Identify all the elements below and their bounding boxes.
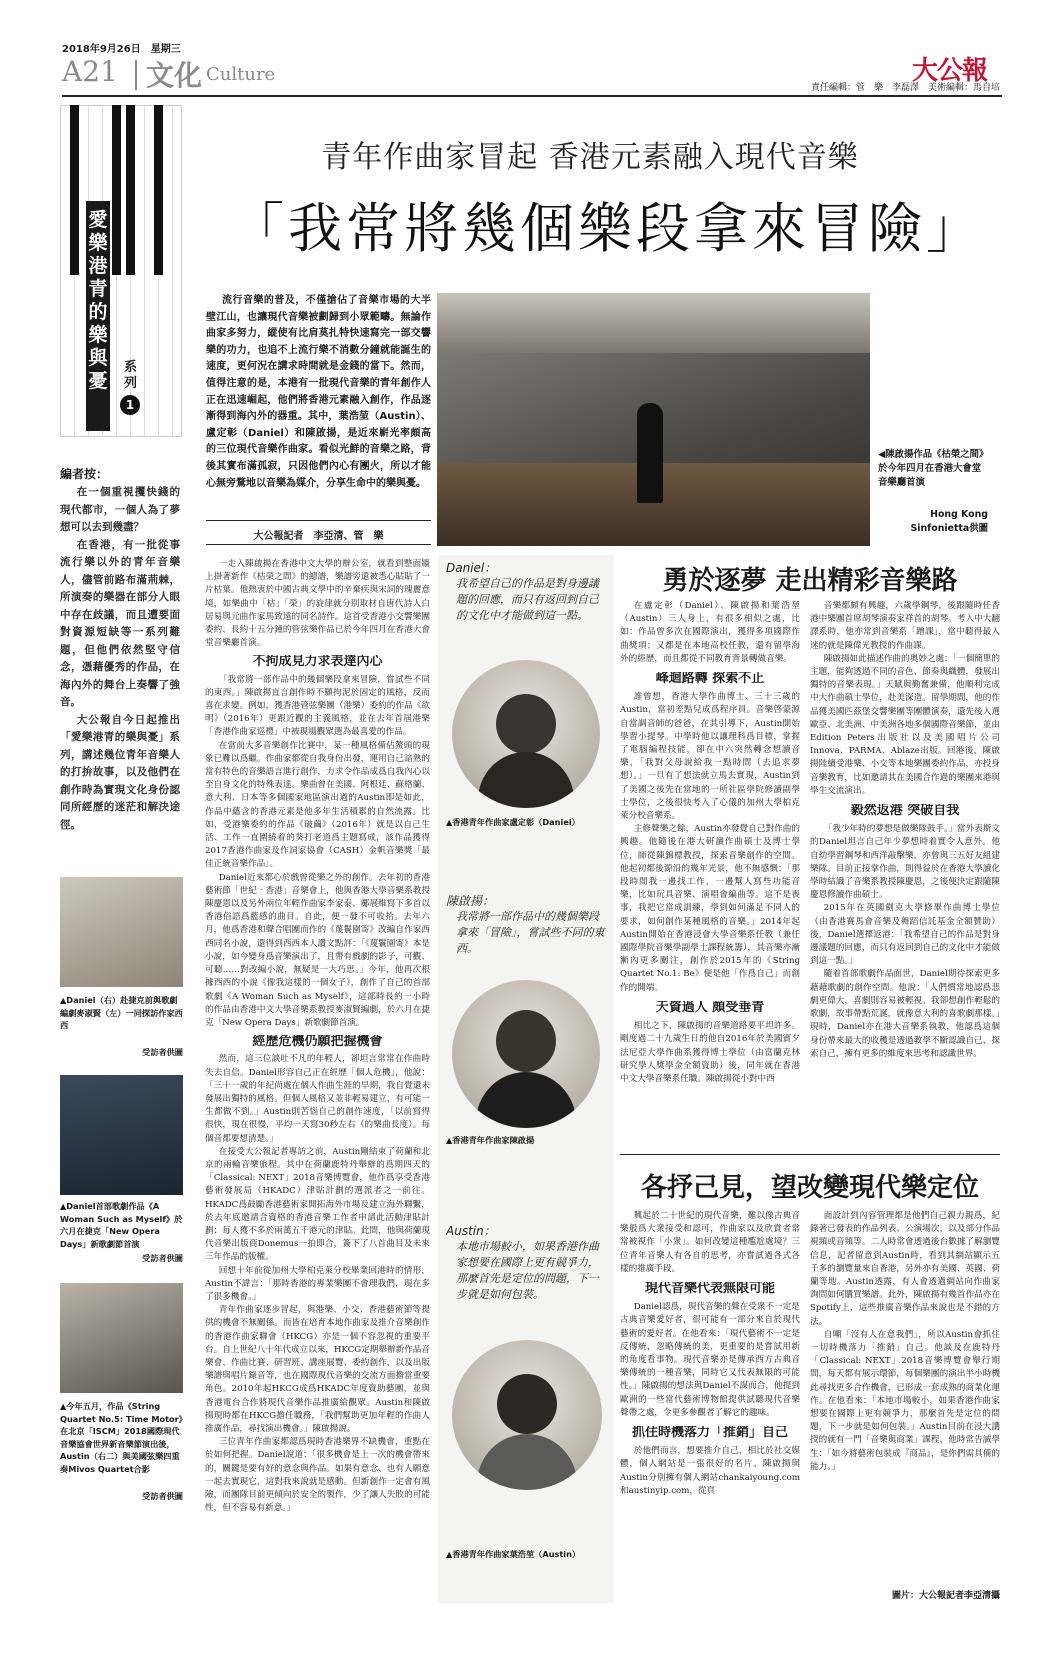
article-subheading: 天資過人 頗受垂青 (655, 1000, 765, 1015)
photo-caption: ▲Daniel首部歌劇作品《A Woman Such as Myself》於六月在捷克「New Opera Days」新歌劇節首演 (60, 1201, 183, 1249)
photo-caption: ▲Daniel（右）赴捷克前與歌劇編劇麥淑賢（左）一同探訪作家西西 (60, 995, 183, 1030)
article-paragraph: 在盧定彰（Daniel）、陳啟揚和葉浩堃（Austin）三人身上，有很多相似之處，比如：作品曾多次在國際演出，獲得多項國際作曲獎項；又都是在本地高校任教，還有留學海外的經歷，而且都從不同教育背景轉做音樂。 (620, 601, 800, 664)
quote-box-chan (446, 893, 606, 968)
piano-black-key (126, 105, 135, 275)
quote-text: 本地市場較小，如果香港作曲家想要在國際上更有競爭力，那麼首先是定位的問題，下一步就是如何包裝。 (456, 1240, 599, 1301)
portrait-figure (496, 694, 556, 754)
lead-text: 流行音樂的普及，不僅搶佔了音樂市場的大半壁江山，也讓現代音樂被劃歸到小眾範疇。無論作曲家多努力，縱使有比肩莫扎特快速寫完一部交響樂的功力，也追不上流行樂不消數分鐘就能誕生的速度，更何況在講求時間就是金錢的當下。然而，值得注意的是，本港有一批現代音樂的青年創作人正在迅速崛起，他們將香港元素融入創作，作品逐漸得到海內外的器重。其中，葉浩堃（Austin）、盧定彰（Daniel）和陳啟揚，是近來嶄光率頗高的三位現代音樂作曲家。看似光鮮的音樂之路，背後其實布滿孤寂，只因他們內心有團火，所以才能心無旁騖地以音樂為媒介，分享生命中的樂與憂。 (206, 295, 431, 489)
lead-paragraph (206, 293, 431, 503)
main-article-column (205, 558, 430, 1598)
main-photo-credit: Hong Kong Sinfonietta供圖 (910, 509, 988, 534)
editor-note-paragraph: 在香港，有一批從事流行樂以外的青年音樂人，儘管前路布滿荊棘，所演奏的樂器在部分人眼中存在歧議，而且遭要面對資源短缺等一系列難題，但他們依然堅守信念，憑藉優秀的作品，在海內外的舞台上奏響了強音。 (60, 538, 180, 708)
issue-date: 2018年9月26日 星期三 (62, 44, 181, 55)
portrait-austin (452, 1340, 602, 1490)
piano-black-key (154, 105, 163, 275)
photo-caption: ▲今年五月，作品《String Quartet No.5: Time Motor》在北京「ISCM」2018國際現代音樂協會世界新音樂節演出後，Austin（右二）與美國弦樂四重奏Mivos Quartet合影 (60, 1401, 183, 1474)
article-subheading: 不拘成見力求表達內心 (252, 655, 383, 669)
photo-credit: 受訪者供圖 (142, 1047, 183, 1057)
masthead-rule (62, 95, 1002, 97)
article3-column-left (620, 1210, 800, 1600)
brand-logo: 大公報 (912, 56, 988, 86)
article-paragraph: 隨着首部歌劇作品面世，Daniel期待探索更多藉藉歌劇的創作空間。他說：「人們慣常地認爲悲劇更偉大，喜劇則容易被輕視。我卻想創作輕鬆的歌劇，故事帶點荒誕，就像意大利的喜歌劇那樣。」現時，Daniel亦在港大音樂系執教，他認爲這個身份帶來最大的收穫是透過教學不斷認識自己、探索自己，擁有更多的維度來思考和認識世界。 (810, 969, 1000, 1059)
article-paragraph: 陳啟揚如此描述作曲的奧妙之處：「一個簡單的主題，能夠透過不同的音色、節奏與織體，發展出獨特的音樂表現。」天賦與勤奮兼備，他順利完成中大作曲碩士學位，赴美深造。留學期間，他的作品獲美國匹茲堡交響樂團等團體演奏，還先後入選歐亞、北美洲、中美洲各地多個國際音樂節，並由Edition Peters出版社以及美國唱片公司Innova、PARMA、Ablaze出版。回港後，陳啟揚陸續受港樂、小交等本地樂團委約作品，亦投身音樂教育，比如邀請其在美國合作過的樂團來港與學生交流演出。 (810, 653, 1000, 796)
byline: 大公報記者 李亞清、管 樂 (253, 531, 384, 542)
article-paragraph: 面設計到內容管理都是他們自己親力親爲，紀錄著已發表的作品列表、公演場次，以及部分作品視頻或音頻等。二人時常會透過後台數據了解瀏覽信息，記者留意到Austin時，看到其網站顯示五千多的瀏覽量來自香港，另外亦有美國、英國、荷蘭等地。Austin透露，有人會透過網站向作曲家詢問如何購買樂譜。此外，陳啟揚有幾首作品亦在Spotify上，這些推廣音樂作品來說也是不錯的方法。 (810, 1211, 1000, 1327)
article2-column-right (810, 600, 1000, 1145)
headline-main: 「我常將幾個樂段拿來冒險」 (230, 197, 984, 260)
article-paragraph: 2015年在英國劍克大學修畢作曲博士學位（由香港賽馬會音樂及舞蹈信託基金全額贊助）後，Daniel選擇返港：「我希望自己的作品是對身邊議題的回應，而只有返回到自己的文化中才能做到這一點。」 (810, 903, 1000, 967)
article-paragraph: 「我少年時的夢想是做樂隊鼓手。」當外表斯文的Daniel坦言自己年少夢想時着實令人意外。他自幼學習鋼琴和西洋敲擊樂，亦曾與三五好友組建樂隊。目前正接掌作曲，則得益於在香港大學讀化學時結識了音樂系教授陳慶恩，之後便決定跟隨陳慶恩修讀作曲碩士。 (810, 824, 1000, 901)
article-paragraph: 然而，這三位談吐不凡的年輕人，卻坦言常常在作曲時失去自信。Daniel形容自己正在經歷「個人危機」，他說：「三十一歲的年紀尚處在個人作曲生涯的早期，我自覺還未發展出獨特的風格。但個人風格又並非輕易建立，有可能一生都做不到。」Austin則苦惱自己的創作速度，「以前寫得很快，現在很慢，平均一天寫30秒左右（的樂曲長度）。每個音都要想清楚。」 (205, 1054, 430, 1144)
article-paragraph: 回想十年前從加州大學柏克萊分校畢業回港時的情形，Austin不諱言：「那時香港的專業樂團不會理我們，現在多了很多機會。」 (205, 1265, 430, 1302)
series-number: 1 (120, 395, 140, 415)
photo-credit-footer: 圖片：大公報記者李亞清攝 (891, 1591, 1000, 1601)
article-paragraph: 自嘲「沒有人在意我們」，所以Austin會抓住一切時機落力「推銷」自己。他談及在鹿特丹「Classical: NEXT」2018音樂博覽會舉行期間，每天都有展示環節，每個樂團的演出半小時機此尋找更多合作機會，已形成一套成熟的商業化運作。在他看來：「本地市場較小，如果香港作曲家想要在國際上更有競爭力，那麼首先是定位的問題，下一步就是如何包裝。」Austin目前在浸大講授的就有一門「音樂與商業」課程，他時常告誡學生：「如今將藝術包裝成『商品』，是你們需具備的能力。」 (810, 1329, 1000, 1472)
article2-title: 勇於逐夢 走出精彩音樂路 (662, 566, 958, 596)
portrait-daniel (452, 660, 600, 808)
editor-note-paragraph: 大公報自今日起推出「愛樂港青的樂與憂」系列，講述幾位青年音樂人的打拚故事，以及他們在創作時為實現文化身份認同所經歷的迷茫和解決途徑。 (60, 713, 180, 831)
photo-opera-performance (60, 1075, 183, 1195)
article-subheading: 峰迴路轉 探索不止 (655, 672, 765, 686)
editor-note-heading: 編者按： (60, 467, 109, 481)
quote-box-daniel (446, 560, 606, 648)
article-paragraph: 相比之下，陳啟揚的音樂道路要平坦許多。剛度過二十九歲生日的他自2016年於美國賓夕法尼亞大學作曲系獲得博士學位（由富蘭克林研究學人獎學金全額資助）後，同年就在香港中文大學音樂系任職。陳啟揚從小對中西 (620, 1021, 800, 1084)
quote-text: 我常將一部作品中的幾個樂段拿來「冒險」，嘗試些不同的東西。 (456, 910, 605, 955)
series-label: 系列 (124, 360, 138, 391)
portrait-caption: ▲香港青年作曲家盧定彰（Daniel） (446, 817, 580, 827)
article-subheading: 經歷危機仍願把握機會 (252, 1035, 383, 1049)
byline-rule (206, 520, 431, 521)
section-name-cn: 文化 (146, 59, 203, 92)
editor-note-paragraph: 在一個重視攫快錢的現代都市，一個人為了夢想可以去到幾盡？ (60, 486, 180, 533)
quote-speaker: Austin： (446, 1224, 496, 1238)
portrait-figure-body (478, 752, 574, 808)
audience-lights (437, 293, 870, 353)
photo-mivos-quartet (60, 1283, 183, 1393)
portrait-chan-kai-young (452, 980, 600, 1128)
main-photo-caption: ◀陳啟揚作品《枯榮之間》於今年四月在香港大會堂音樂廳首演 (878, 449, 984, 488)
quote-speaker: Daniel： (446, 561, 497, 575)
headline-kicker: 青年作曲家冒起 香港元素融入現代音樂 (321, 140, 859, 175)
section-name-en: Culture (206, 64, 276, 85)
portrait-figure-body (477, 1434, 577, 1490)
portrait-caption: ▲香港青年作曲家陳啟揚 (446, 1135, 535, 1145)
photo-credit: 受訪者供圖 (142, 1491, 183, 1501)
masthead-divider (135, 60, 137, 90)
article-paragraph: 主修聲樂之餘，Austin亦發覺自己對作曲的興趣。他隨後在港大研讀作曲碩士及博士學位，師從陳錦標教授，探索音樂創作的空間。他起初都後源沿的幾年光景，他不無感慨：「那段時間我一邊找工作，一邊幫人寫些功能音樂，比如玩具音樂、演唱會編曲等。這不是喪事，我把它當成訓練，學到如何滿足不同人的要求，如何創作某種風格的音樂。」2014年起Austin開始在香港浸會大學音樂系任教（兼任國際學院音樂學副學士課程統籌），其音樂亦漸漸內更多關注，創作於2015年的《String Quartet No.1: Be》便是他「作爲自己」而創作的開端。 (620, 824, 800, 993)
article-paragraph: 在接受大公報記者專訪之前，Austin剛結束了荷蘭和北京的兩輪音樂旅程。其中在荷蘭鹿特丹舉辦的爲期四天的「Classical: NEXT」2018音樂博覽會，他作爲享受香港藝術發展局（HKADC）津貼計劃的選派者之一前往。HKADC爲鼓勵香港藝術家開拓海外市場及建立海外聯繫，於去年底邀請合資格的香港音樂工作者申請此活動津貼計劃；每人獲不多於兩萬五千港元的津貼。此間，他與荷蘭現代音樂出版商Donemus一拍即合，簽下了八首曲目及未來三年作品的版權。 (205, 1146, 430, 1263)
quote-text: 我希望自己的作品是對身邊議題的回應，而只有返回到自己的文化中才能做到這一點。 (456, 577, 599, 622)
editor-credits: 責任編輯：管 樂 李磊澤 美術編輯：馬自培 (810, 83, 1000, 93)
article3-column-right (810, 1210, 1000, 1588)
series-logo (60, 105, 180, 460)
article-paragraph: Daniel認爲，現代音樂的聲在受衆不一定是古典音樂愛好者，很可能有一部分來自於現代藝術的愛好者。在他看來：「現代藝術不一定是反傳統，忽略傳統的美，更重要的是嘗試用新的角度看事物。現代音樂亦是傳承西方古典音樂傳統的一種音樂，同時它又代表無限的可能性。」陳啟揚的想法與Daniel不謀而合，他提到歐洲的一些當代藝術博物館提供試聽現代音樂聲帶之處，令更多參觀者了解它的趣味。 (620, 1302, 800, 1418)
article-subheading: 抓住時機落力「推銷」自己 (631, 1426, 788, 1440)
portrait-caption: ▲香港青年作曲家葉浩堃（Austin） (446, 1549, 581, 1559)
quote-speaker: 陳啟揚： (446, 894, 495, 908)
byline-rule (206, 544, 431, 545)
series-title: 愛樂港青的樂與憂 (88, 209, 108, 392)
article-paragraph: 興起於二十世紀的現代音樂，難以像古典音樂般爲大衆接受和認可，作曲家以及欣賞者常常被視作「小衆」。如何改變這種尷尬處境？三位青年音樂人有各自的思考，亦嘗試過各式各樣的推廣手段。 (620, 1211, 800, 1274)
article-subheading: 毅然返港 突破自我 (850, 804, 960, 818)
article-paragraph: 在當前大多音樂創作比賽中，某一種風格備佔鰲頭的現象已難以爲繼。作曲家都從自我身份出發，運用自己諳熟的當有特色的音樂語言進行創作，力求令作品成爲自我內心以至自身文化的特殊表達。樂曲曾在美國、阿根廷、蘇格蘭、意大利、日本等多個國家地區演出過的Austin即是如此，作品中蘊含的香港元素是他多年生活積累的自然流露。比如，受港樂委約的作品《破繭》（2016年）就是以自己生活、工作一直圍繞着的葵打老道爲主題寫成，該作品獲得2017香港作曲家及作詞家協會（CASH）金帆音樂獎「最佳正統音樂作品」。 (205, 740, 430, 870)
portrait-figure (497, 1374, 557, 1434)
article-divider (620, 1154, 1000, 1155)
editor-note (60, 465, 180, 865)
piano-black-key (70, 105, 79, 275)
article-subheading: 現代音樂代表無限可能 (644, 1282, 775, 1296)
quote-box-austin (446, 1223, 606, 1321)
article-paragraph: 三位青年作曲家都認爲現時香港樂界不缺機會，重點在於如何把握。Daniel說道：「很多機會是上一次的機會帶來的，關鍵是要有好的意念與作品。如果有意念、也有人願意一起去實現它，這對我來說就是感動。但新創作一定會有風險，而團隊目前更傾向於安全的製作，少了讓人失敗的可能性，但不容易有新意。」 (205, 1437, 430, 1514)
conductor-figure (637, 403, 663, 503)
article-paragraph: 音樂都頗有興趣，六歲學鋼琴，後跟隨時任香港中樂團首席胡琴演奏家祥首的胡琴。考入中大翻譯系時，他亦常到音樂系「蹭課」，當中聽得最入迷的就是陳偉光教授的作曲課。 (810, 601, 1000, 651)
article-paragraph: 青年作曲家逐步冒起，與港樂、小交、香港藝術節等提供的機會不無關係。而皆在培育本地作曲家及推介音樂創作的香港作曲家聯會（HKCG）亦是一個不容忽視的重要平台。自上世紀八十年代成立以來，HKCG定期舉辦新作品音樂會、作曲比賽、研習班、講座展覽、委約創作，以及出版樂譜與唱片錄音等，也在國際現代音樂的交流方面擔當重要角色。2010年起HKCG成爲HKADC年度資助藝團，並與香港電台合作將現代音樂作品推廣給觀眾。Austin和陳啟揚現時都在HKCG擔任職務，「我們幫助更加年輕的作曲人推廣作品，尋找演出機會。」陳啟揚說。 (205, 1305, 430, 1434)
article2-column-left (620, 600, 800, 1145)
page-number: A21 (62, 55, 118, 88)
portrait-figure (496, 1010, 556, 1072)
article-paragraph: 「我常將一部作品中的幾個樂段拿來冒險，嘗試些不同的東西。」陳啟揚直言創作時不願拘泥於固定的風格，反而喜在求變。例如，獲香港管弦樂團（港樂）委約的作品《欲明》（2016年）更跟近觀的主義風格，並在去年首屆港樂「香港作曲家巡禮」中被現場觀眾選為最喜愛的作品。 (205, 674, 430, 738)
article-paragraph: Daniel近來都心於戲曾從樂之外的創作。去年初的香港藝術節「世紀‧香港」音樂會上，他與香港大學音樂系教授陳慶恩以及另外兩位年輕作曲家李家泰、鄺展維寫下多首以香港俗語爲藍感的曲目。自此，便一發不可收拾。去年六月，他爲香港和聲合唱團而作的《蔑鬟園寄》改編自作家西西同名小說，還得到西西本人讚文點評：「《蔑鬟園寄》本是小說，如今變身爲音樂演出了，且帶有戲劇的影子，可觀、可聽……對改編小說，無疑是一大巧思。」今年，他再次根據西西的小說《像我這樣的一個女子》，創作了自己的首部歌劇《A Woman Such as Myself》，這部時長約一小時的作品由香港中文大學音樂系教授麥淑賢編劇，於六月在捷克「New Opera Days」新歌劇節首演。 (205, 872, 430, 1028)
piano-black-key (112, 105, 121, 275)
article3-title: 各抒己見，望改變現代樂定位 (640, 1173, 979, 1203)
article-paragraph: 一走入陳啟揚在香港中文大學的辦公室，就看到整面牆上掛著新作《枯榮之間》的總譜，樂譜旁還被悉心貼貼了一片枯葉。他熱衷於中國古典文學中的辛棄疾與宋詞的瑰麗意境，如樂曲中「枯」「榮」的旋律就分別取材自唐代詩人白居易與元曲作家馬致遠的同名詩作。這首受香港小交響樂團委約、長約十五分鐘的管弦樂作品已於今年四月在香港大會堂音樂廳首演。 (205, 559, 430, 649)
article-paragraph: 於他們而言，想要推介自己，相比於社交媒體，個人網站是一張很好的名片。陳啟揚與Austin分別擁有個人網站chankaiyoung.com和austinyip.com，從頁 (620, 1446, 800, 1496)
article-paragraph: 誰曾想，香港大學作曲博士、三十三歲的Austin，當初差點兒成爲程序員。音樂啓蒙源自當調音師的爸爸，在其引導下，Austin開始學習小提琴。中學時他以讓理科爲目標，掌握了電腦編程技能，卻在中六突然轉念想讀音樂，「我對父母說給我一點時間（去追求夢想）。」一旦有了想法就立馬去實現，Austin到了美國之後先在當地的一所社區學院修讀副學士學位，之後很快考入了心儀的加州大學柏克萊分校音樂系。 (620, 692, 800, 822)
photo-credit: 受訪者供圖 (142, 1253, 183, 1263)
main-photo-orchestra (437, 293, 870, 546)
photo-daniel-with-xixi (60, 877, 183, 987)
portrait-figure-body (476, 1072, 576, 1128)
